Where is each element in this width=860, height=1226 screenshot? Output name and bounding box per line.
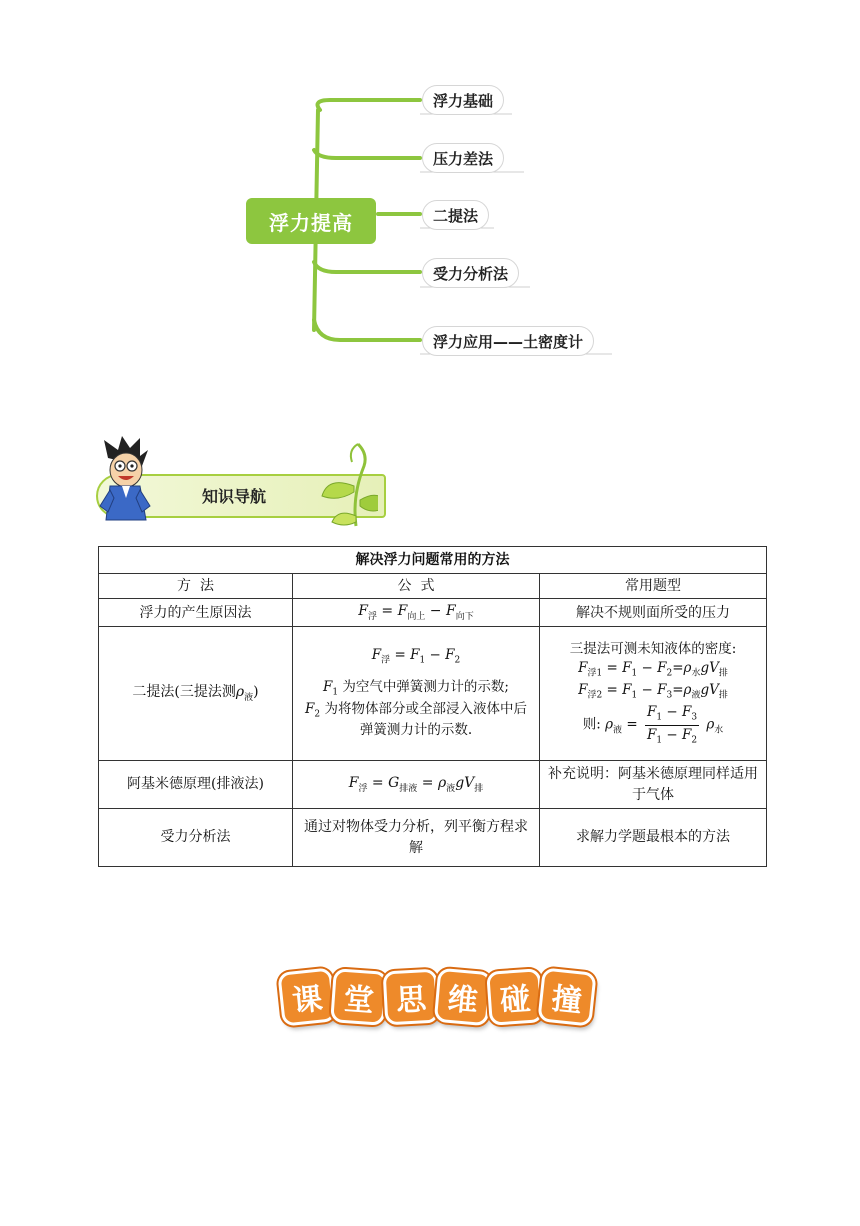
table-row [99, 599, 767, 627]
row2-method: 二提法(三提法测$\rho_液$) [99, 627, 293, 761]
table-header-row [99, 574, 767, 599]
row2-type: 三提法可测未知液体的密度: $F_{浮1} = F_1 - F_2=\rho_水gV_排$ $F_{浮2} = F_1 - F_3=\rho_液gV_排$ 则: $\rho_液$ = $\frac{F_1 - F_3}{F_1 - F_2}$ $\rho_水$ [540, 627, 767, 761]
leaf-sprout-icon [308, 436, 378, 528]
table-row [99, 761, 767, 809]
row2-note2: 为将物体部分或全部浸入液体中后弹簧测力计的示数. [324, 700, 527, 739]
row3-method: 阿基米德原理(排液法) [99, 761, 293, 809]
title-tile: 课 [277, 967, 336, 1026]
title-tile: 维 [434, 968, 493, 1027]
row4-method: 受力分析法 [99, 809, 293, 867]
row4-type: 求解力学题最根本的方法 [540, 809, 767, 867]
connector-1 [318, 100, 420, 110]
class-collision-title [276, 968, 586, 1028]
knowledge-nav-banner [96, 436, 396, 528]
table-caption-row [99, 547, 767, 574]
connector-2 [314, 150, 420, 158]
mind-map-branch-5: 浮力应用——土密度计 [422, 326, 594, 356]
mind-map-branch-1: 浮力基础 [422, 85, 504, 115]
mind-map-branch-3: 二提法 [422, 200, 489, 230]
row1-formula: $F_浮 = F_{向上} - F_{向下}$ [293, 599, 540, 627]
table-caption: 解决浮力问题常用的方法 [99, 547, 767, 574]
row1-type: 解决不规则面所受的压力 [540, 599, 767, 627]
connector-4 [314, 262, 420, 272]
title-tile: 堂 [330, 968, 388, 1026]
row1-method: 浮力的产生原因法 [99, 599, 293, 627]
connector-5 [314, 320, 420, 340]
header-type: 常用题型 [540, 574, 767, 599]
row4-formula: 通过对物体受力分析，列平衡方程求解 [293, 809, 540, 867]
row2-type-intro: 三提法可测未知液体的密度: [569, 640, 737, 657]
title-tile: 思 [383, 969, 440, 1026]
mind-map [0, 0, 860, 380]
row2-formula: $F_浮 = F_1 - F_2$ $F_1$ 为空气中弹簧测力计的示数; $F_2$ 为将物体部分或全部浸入液体中后弹簧测力计的示数. [293, 627, 540, 761]
mind-map-connectors [0, 0, 860, 380]
banner-title: 知识导航 [202, 487, 267, 506]
row3-type: 补充说明：阿基米德原理同样适用于气体 [540, 761, 767, 809]
methods-table [98, 546, 767, 867]
header-method: 方 法 [99, 574, 293, 599]
row3-formula: $F_浮 = G_{排液} = \rho_液gV_排$ [293, 761, 540, 809]
table-row [99, 627, 767, 761]
mind-map-branch-4: 受力分析法 [422, 258, 519, 288]
row2-type-then: 则: [582, 716, 601, 733]
table-row [99, 809, 767, 867]
title-tile: 撞 [537, 967, 596, 1026]
title-tile: 碰 [486, 968, 544, 1026]
mind-map-center: 浮力提高 [246, 198, 376, 244]
mind-map-branch-2: 压力差法 [422, 143, 504, 173]
row2-note1: 为空气中弹簧测力计的示数; [342, 678, 509, 695]
header-formula: 公 式 [293, 574, 540, 599]
row2-method-text: 二提法(三提法测 [132, 684, 236, 701]
